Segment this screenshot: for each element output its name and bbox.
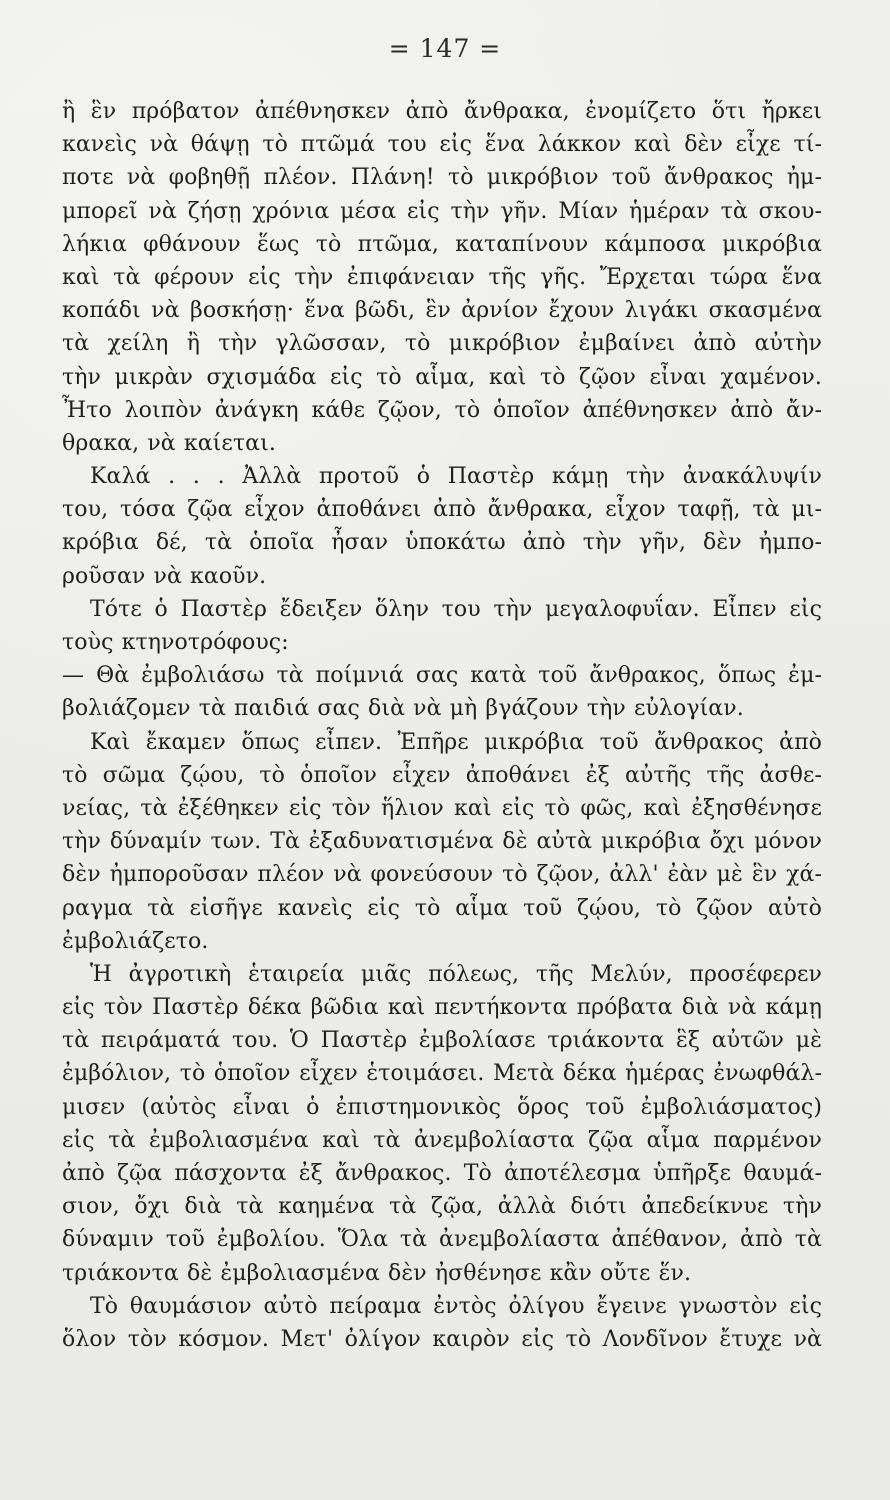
text-line: μισεν (αὐτὸς εἶναι ὁ ἐπιστημονικὸς ὅρος τοῦ ἐμβολιάσματος) bbox=[62, 1094, 822, 1120]
text-line: ραγμα τὰ εἰσῆγε κανεὶς εἰς τὸ αἷμα τοῦ ζῴου, τὸ ζῷον αὐτὸ bbox=[62, 895, 822, 921]
text-line: σιον, ὄχι διὰ τὰ καημένα τὰ ζῷα, ἀλλὰ διότι ἀπεδείκνυε τὴν bbox=[62, 1194, 822, 1220]
text-line: Τότε ὁ Παστὲρ ἔδειξεν ὅλην του τὴν μεγαλοφυΐαν. Εἶπεν εἰς bbox=[90, 596, 822, 622]
text-line: κοπάδι νὰ βοσκήσῃ· ἕνα βῶδι, ἓν ἀρνίον ἔχουν λιγάκι σκασμένα bbox=[62, 298, 822, 324]
text-line: ὅλον τὸν κόσμον. Μετ' ὀλίγον καιρὸν εἰς τὸ Λονδῖνον ἔτυχε νὰ bbox=[62, 1326, 822, 1352]
body-text bbox=[62, 95, 822, 1356]
text-line: τὴν δύναμίν των. Τὰ ἐξαδυνατισμένα δὲ αὐτὰ μικρόβια ὄχι μόνον bbox=[62, 829, 822, 855]
text-line: ἀπὸ ζῷα πάσχοντα ἐξ ἄνθρακος. Τὸ ἀποτέλεσμα ὑπῆρξε θαυμά- bbox=[62, 1161, 822, 1186]
text-line: ἢ ἓν πρόβατον ἀπέθνησκεν ἀπὸ ἄνθρακα, ἐνομίζετο ὅτι ἤρκει bbox=[62, 99, 822, 124]
text-line: δύναμιν τοῦ ἐμβολίου. Ὅλα τὰ ἀνεμβολίαστα ἀπέθανον, ἀπὸ τὰ bbox=[62, 1227, 822, 1253]
text-line: τὴν μικρὰν σχισμάδα εἰς τὸ αἷμα, καὶ τὸ ζῷον εἶναι χαμένον. bbox=[62, 364, 822, 390]
text-line: τὸ σῶμα ζῴου, τὸ ὁποῖον εἶχεν ἀποθάνει ἐξ αὐτῆς τῆς ἀσθε- bbox=[62, 762, 822, 788]
text-line: ἐμβολιάζετο. bbox=[62, 928, 209, 954]
text-line: κρόβια δέ, τὰ ὁποῖα ἦσαν ὑποκάτω ἀπὸ τὴν γῆν, δὲν ἠμπο- bbox=[62, 530, 822, 556]
text-line: του, τόσα ζῷα εἶχον ἀποθάνει ἀπὸ ἄνθρακα, εἶχον ταφῇ, τὰ μι- bbox=[62, 497, 822, 523]
text-line: κανεὶς νὰ θάψῃ τὸ πτῶμά του εἰς ἕνα λάκκον καὶ δὲν εἶχε τί- bbox=[62, 132, 822, 158]
text-line: ροῦσαν νὰ καοῦν. bbox=[62, 563, 267, 589]
text-line: ἐμβόλιον, τὸ ὁποῖον εἶχεν ἑτοιμάσει. Μετὰ δέκα ἡμέρας ἐνωφθάλ- bbox=[62, 1061, 822, 1087]
text-line: νείας, τὰ ἐξέθηκεν εἰς τὸν ἥλιον καὶ εἰς τὸ φῶς, καὶ ἐξησθένησε bbox=[62, 795, 822, 821]
text-line: καὶ τὰ φέρουν εἰς τὴν ἐπιφάνειαν τῆς γῆς. Ἔρχεται τώρα ἕνα bbox=[62, 264, 822, 290]
page-number: = 147 = bbox=[388, 34, 502, 63]
text-line: θρακα, νὰ καίεται. bbox=[62, 430, 276, 456]
text-line: τριάκοντα δὲ ἐμβολιασμένα δὲν ἠσθένησε κἂν οὔτε ἕν. bbox=[62, 1260, 692, 1286]
text-line: βολιάζομεν τὰ παιδιά σας διὰ νὰ μὴ βγάζουν τὴν εὐλογίαν. bbox=[62, 696, 744, 722]
text-line: Ἦτο λοιπὸν ἀνάγκη κάθε ζῷον, τὸ ὁποῖον ἀπέθνησκεν ἀπὸ ἄν- bbox=[62, 397, 822, 423]
text-line: τὰ πειράματά του. Ὁ Παστὲρ ἐμβολίασε τριάκοντα ἓξ αὐτῶν μὲ bbox=[62, 1028, 822, 1054]
text-line: τὰ χείλη ἢ τὴν γλῶσσαν, τὸ μικρόβιον ἐμβαίνει ἀπὸ αὐτὴν bbox=[62, 331, 822, 357]
text-line: τοὺς κτηνοτρόφους: bbox=[62, 630, 289, 655]
text-line: — Θὰ ἐμβολιάσω τὰ ποίμνιά σας κατὰ τοῦ ἄνθρακος, ὅπως ἐμ- bbox=[62, 663, 822, 689]
text-line: λήκια φθάνουν ἕως τὸ πτῶμα, καταπίνουν κάμποσα μικρόβια bbox=[62, 231, 822, 257]
text-line: ποτε νὰ φοβηθῇ πλέον. Πλάνη! τὸ μικρόβιον τοῦ ἄνθρακος ἠμ- bbox=[62, 165, 822, 191]
text-line: δὲν ἠμποροῦσαν πλέον νὰ φονεύσουν τὸ ζῷον, ἀλλ' ἐὰν μὲ ἓν χά- bbox=[62, 862, 822, 888]
text-line: εἰς τὰ ἐμβολιασμένα καὶ τὰ ἀνεμβολίαστα ζῷα αἷμα παρμένον bbox=[62, 1127, 822, 1153]
text-line: εἰς τὸν Παστὲρ δέκα βῶδια καὶ πεντήκοντα πρόβατα διὰ νὰ κάμῃ bbox=[62, 995, 822, 1021]
text-line: μπορεῖ νὰ ζήσῃ χρόνια μέσα εἰς τὴν γῆν. Μίαν ἡμέραν τὰ σκου- bbox=[62, 198, 822, 224]
text-line: Καὶ ἔκαμεν ὅπως εἶπεν. Ἐπῆρε μικρόβια τοῦ ἄνθρακος ἀπὸ bbox=[90, 729, 822, 755]
text-line: Ἡ ἀγροτικὴ ἑταιρεία μιᾶς πόλεως, τῆς Μελύν, προσέφερεν bbox=[90, 961, 822, 987]
text-line: Τὸ θαυμάσιον αὐτὸ πείραμα ἐντὸς ὀλίγου ἔγεινε γνωστὸν εἰς bbox=[90, 1293, 822, 1319]
text-line: Καλά . . . Ἀλλὰ προτοῦ ὁ Παστὲρ κάμῃ τὴν ἀνακάλυψίν bbox=[90, 464, 822, 490]
